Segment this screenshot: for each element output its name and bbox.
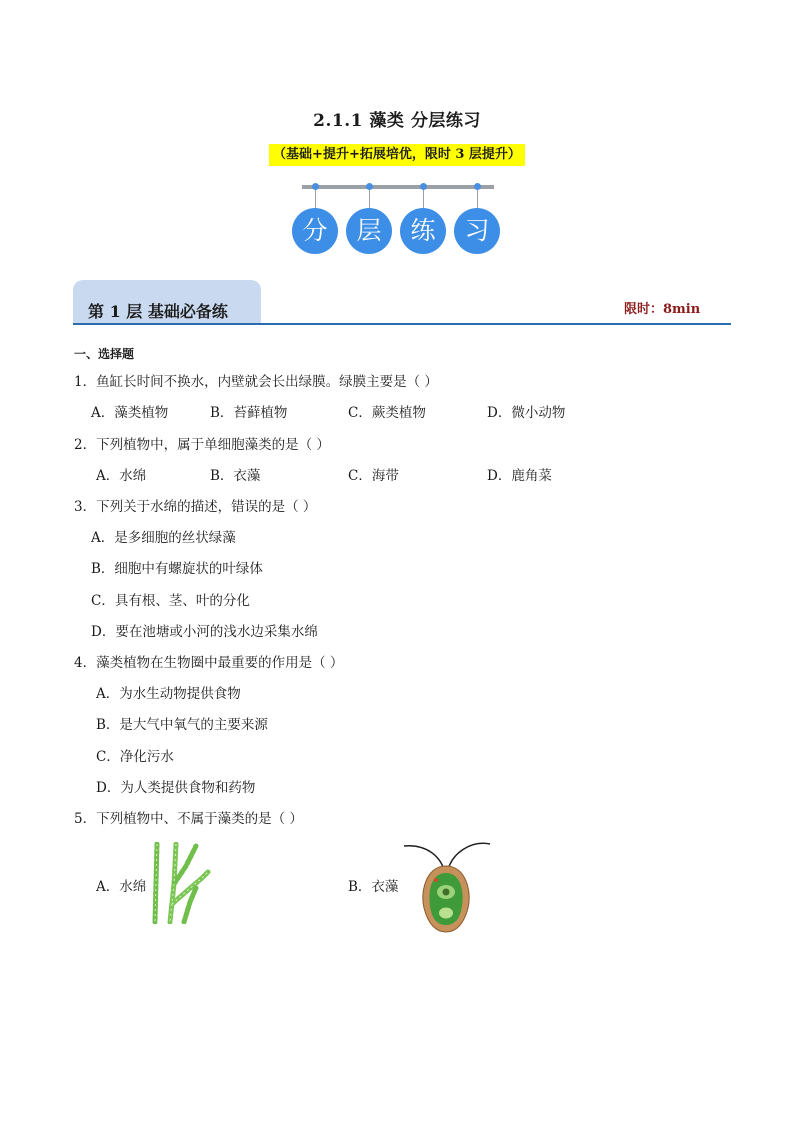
- option-d[interactable]: D．微小动物: [487, 405, 566, 421]
- option-b[interactable]: B．细胞中有螺旋状的叶绿体: [91, 561, 263, 577]
- time-limit: 限时：8min: [624, 302, 701, 317]
- badge-circle-1: 分: [292, 208, 338, 254]
- option-a[interactable]: A．为水生动物提供食物: [96, 686, 241, 702]
- badge-rail: [302, 185, 494, 189]
- spirogyra-illustration: [150, 842, 212, 924]
- badge-pin: [312, 183, 319, 190]
- option-d[interactable]: D．为人类提供食物和药物: [96, 780, 256, 796]
- option-b[interactable]: B．是大气中氧气的主要来源: [96, 717, 268, 733]
- badge-circle-3: 练: [400, 208, 446, 254]
- badge-stem: [423, 190, 424, 208]
- chlamydomonas-illustration: [400, 836, 496, 936]
- badge-pin: [474, 183, 481, 190]
- question-2: 2．下列植物中，属于单细胞藻类的是（ ）: [74, 437, 330, 453]
- layer-rule: [73, 323, 731, 325]
- badge-stem: [477, 190, 478, 208]
- option-b[interactable]: B．衣藻: [348, 879, 399, 895]
- badge-circle-4: 习: [454, 208, 500, 254]
- badge-stem: [315, 190, 316, 208]
- option-a[interactable]: A．水绵: [96, 879, 147, 895]
- option-c[interactable]: C．具有根、茎、叶的分化: [91, 593, 250, 609]
- option-c[interactable]: C．海带: [348, 468, 399, 484]
- option-c[interactable]: C．净化污水: [96, 749, 174, 765]
- option-d[interactable]: D．鹿角菜: [487, 468, 552, 484]
- question-1: 1．鱼缸长时间不换水，内壁就会长出绿膜。绿膜主要是（ ）: [74, 374, 438, 390]
- option-a[interactable]: A．藻类植物: [91, 405, 169, 421]
- question-5: 5．下列植物中、不属于藻类的是（ ）: [74, 811, 303, 827]
- document-title: 2.1.1 藻类 分层练习: [313, 111, 481, 131]
- subtitle-wrap: [0, 143, 794, 166]
- option-b[interactable]: B．苔藓植物: [210, 405, 288, 421]
- question-4: 4．藻类植物在生物圈中最重要的作用是（ ）: [74, 655, 344, 671]
- subtitle-highlight: （基础+提升+拓展培优，限时 3 层提升）: [269, 144, 525, 166]
- question-3: 3．下列关于水绵的描述，错误的是（ ）: [74, 499, 317, 515]
- layer-title: 第 1 层 基础必备练: [88, 302, 228, 321]
- option-a[interactable]: A．是多细胞的丝状绿藻: [91, 530, 236, 546]
- badge-pin: [420, 183, 427, 190]
- option-c[interactable]: C．蕨类植物: [348, 405, 426, 421]
- option-d[interactable]: D．要在池塘或小河的浅水边采集水绵: [91, 624, 318, 640]
- section-heading: 一、选择题: [74, 347, 135, 361]
- badge-pin: [366, 183, 373, 190]
- badge-circle-2: 层: [346, 208, 392, 254]
- badge-stem: [369, 190, 370, 208]
- option-b[interactable]: B．衣藻: [210, 468, 261, 484]
- option-a[interactable]: A．水绵: [96, 468, 147, 484]
